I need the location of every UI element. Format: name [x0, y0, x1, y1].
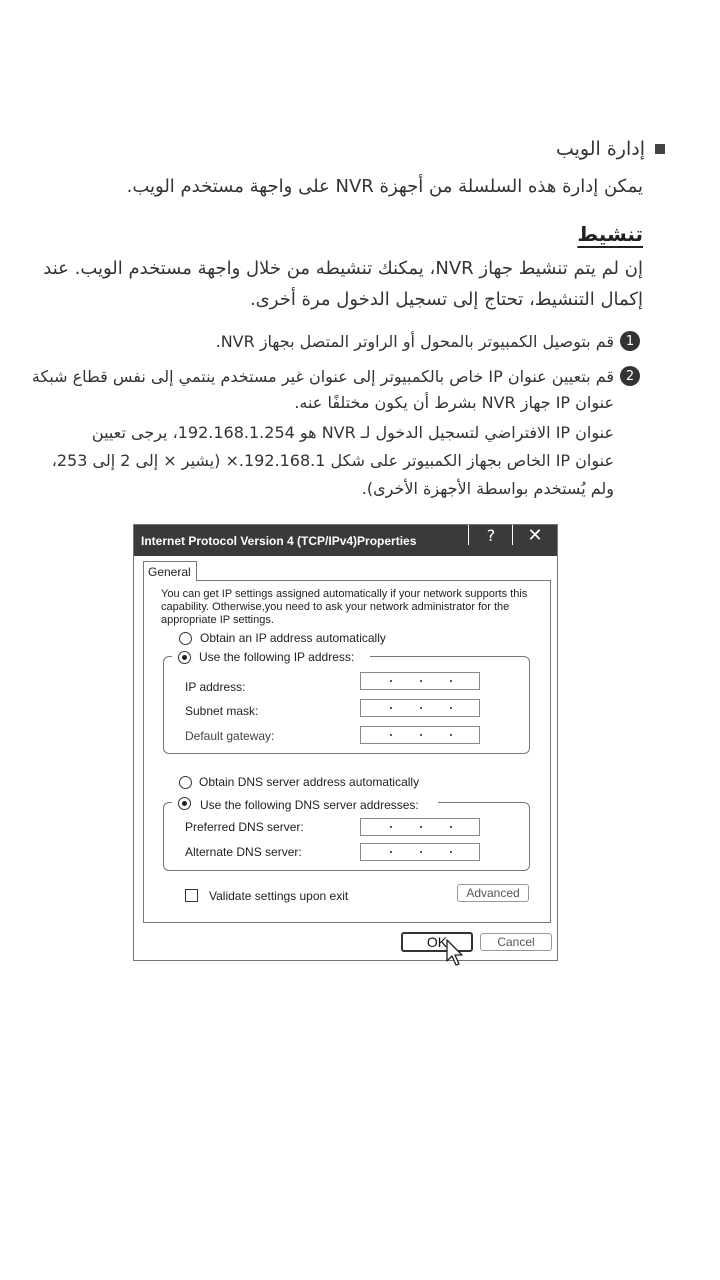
- ip-address-input[interactable]: [360, 672, 480, 690]
- activation-paragraph-line-1: إن لم يتم تنشيط جهاز NVR، يمكنك تنشيطه من خلال واجهة مستخدم الويب. عند: [43, 258, 643, 279]
- section-heading: [556, 138, 665, 160]
- step-2-line: ولم يُستخدم بواسطة الأجهزة الأخرى).: [361, 479, 614, 498]
- tab-general[interactable]: General: [143, 561, 197, 581]
- step-number: 1: [620, 331, 640, 351]
- use-following-dns-radio[interactable]: [178, 797, 191, 810]
- close-button[interactable]: ✕: [512, 525, 557, 545]
- obtain-dns-auto-label: Obtain DNS server address automatically: [199, 775, 420, 789]
- step-number: 2: [620, 366, 640, 386]
- use-following-ip-label: Use the following IP address:: [199, 650, 355, 664]
- step-2-line: عنوان IP الافتراضي لتسجيل الدخول لـ NVR هو 192.168.1.254، يرجى تعيين: [91, 423, 614, 442]
- alternate-dns-input[interactable]: [360, 843, 480, 861]
- ip-address-label: IP address:: [185, 680, 246, 694]
- use-following-dns-label: Use the following DNS server addresses:: [200, 798, 419, 812]
- subnet-mask-label: Subnet mask:: [185, 704, 259, 718]
- ipv4-properties-dialog: [133, 524, 558, 961]
- manual-dns-group: [163, 798, 530, 871]
- advanced-button[interactable]: Advanced: [457, 884, 529, 902]
- step-1: [216, 331, 640, 351]
- intro-text: يمكن إدارة هذه السلسلة من أجهزة NVR على واجهة مستخدم الويب.: [126, 176, 643, 197]
- alternate-dns-label: Alternate DNS server:: [185, 845, 302, 859]
- obtain-ip-auto-radio[interactable]: [179, 632, 192, 645]
- default-gateway-input[interactable]: [360, 726, 480, 744]
- bullet-square-icon: [655, 144, 665, 154]
- obtain-dns-auto-radio[interactable]: [179, 776, 192, 789]
- step-2: [32, 366, 640, 386]
- manual-ip-legend: [172, 648, 370, 665]
- validate-settings-checkbox[interactable]: [185, 889, 198, 902]
- manual-dns-legend: [172, 794, 438, 811]
- preferred-dns-label: Preferred DNS server:: [185, 820, 304, 834]
- cancel-button[interactable]: Cancel: [480, 933, 552, 951]
- step-text: قم بتوصيل الكمبيوتر بالمحول أو الراوتر المتصل بجهاز NVR.: [215, 331, 614, 351]
- default-gateway-label: Default gateway:: [185, 729, 275, 743]
- use-following-ip-radio[interactable]: [178, 651, 191, 664]
- mouse-cursor-icon: [445, 939, 465, 967]
- help-button[interactable]: ?: [468, 525, 513, 545]
- dialog-title-bar: [134, 525, 557, 556]
- activation-heading: تنشيط: [577, 222, 643, 246]
- preferred-dns-input[interactable]: [360, 818, 480, 836]
- obtain-ip-auto-label: Obtain an IP address automatically: [200, 631, 386, 645]
- activation-paragraph-line-2: إكمال التنشيط، تحتاج إلى تسجيل الدخول مرة أخرى.: [249, 289, 643, 310]
- validate-settings-label: Validate settings upon exit: [209, 889, 349, 903]
- manual-ip-group: [163, 650, 530, 754]
- ok-button[interactable]: OK: [401, 932, 473, 952]
- ip-description: You can get IP settings assigned automatically if your network supports this capability. Otherwise,you need to ask your network administrator for the appropriate IP settings.: [161, 588, 528, 626]
- step-text: قم بتعيين عنوان IP خاص بالكمبيوتر إلى عنوان غير مستخدم ينتمي إلى نفس قطاع شبكة: [31, 366, 614, 386]
- dialog-title: Internet Protocol Version 4 (TCP/IPv4)Properties: [141, 534, 417, 548]
- general-panel: [143, 580, 551, 923]
- subnet-mask-input[interactable]: [360, 699, 480, 717]
- section-title: إدارة الويب: [555, 138, 645, 160]
- step-2-line: عنوان IP جهاز NVR بشرط أن يكون مختلفًا عنه.: [294, 393, 614, 412]
- step-2-line: عنوان IP الخاص بجهاز الكمبيوتر على شكل 192.168.1.× (يشير × إلى 2 إلى 253،: [51, 451, 614, 470]
